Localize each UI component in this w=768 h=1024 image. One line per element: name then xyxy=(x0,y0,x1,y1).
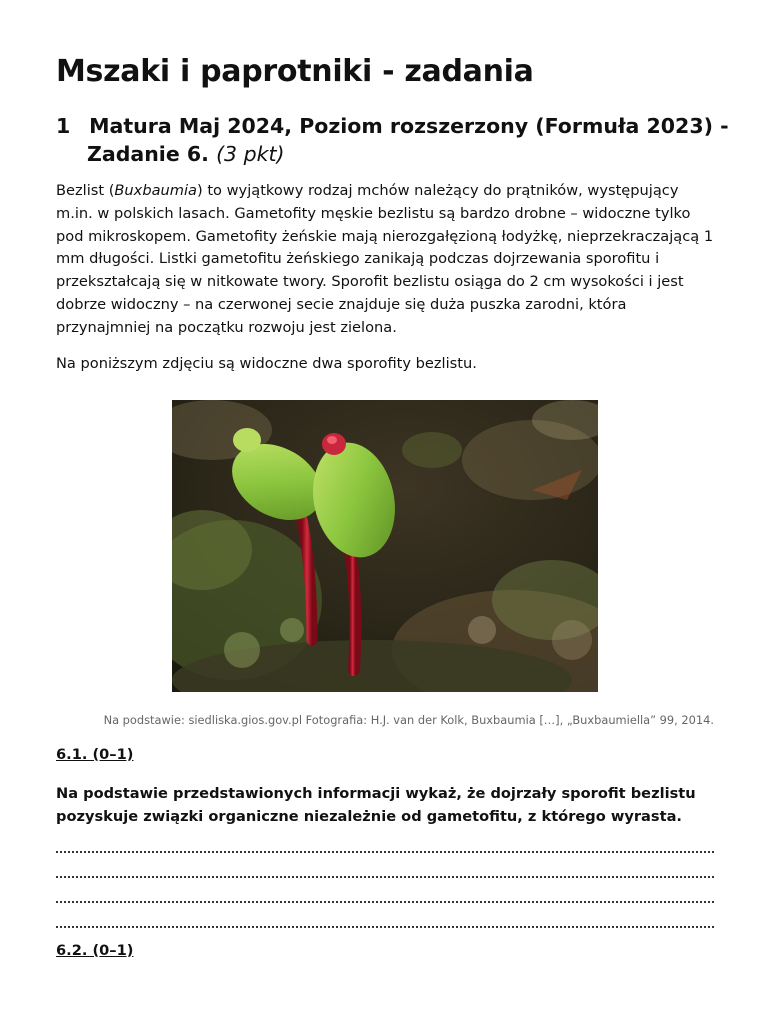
intro-part2: ) to wyjątkowy rodzaj mchów należący do prątników, występujący m.in. w polskich lasach. Gametofity męskie bezlistu są bardzo drobne – widoczne tylko pod mikroskopem. Gametofity żeńskie mają nierozgałęzioną łodyżkę, nieprzekraczającą 1 mm długości. Listki gametofitu żeńskiego zanikają podczas dojrzewania sporofitu i przekształcają się w nitkowate twory. Sporofit bezlistu osiąga do 2 cm wysokości i jest dobrze widoczny – na czerwonej secie znajduje się duża puszka zarodni, która przynajmniej na początku rozwoju jest zielona. xyxy=(56,182,714,336)
task-points: (3 pkt) xyxy=(216,142,285,166)
task-heading xyxy=(56,112,736,168)
task-heading-line1: Matura Maj 2024, Poziom rozszerzony (Formuła 2023) - xyxy=(89,114,729,138)
answer-line[interactable] xyxy=(56,926,714,928)
page-title: Mszaki i paprotniki - zadania xyxy=(56,54,534,89)
task-heading-line2-wrap xyxy=(56,140,736,168)
answer-line[interactable] xyxy=(56,851,714,853)
intro-paragraph xyxy=(56,180,716,340)
answer-line[interactable] xyxy=(56,901,714,903)
buxbaumia-photo xyxy=(172,400,598,692)
task-number: 1 xyxy=(56,114,71,138)
subtask-6-2-label: 6.2. (0–1) xyxy=(56,942,134,959)
subtask-6-1-question: Na podstawie przedstawionych informacji wykaż, że dojrzały sporofit bezlistu pozyskuje związki organiczne niezależnie od gametofitu, z którego wyrasta. xyxy=(56,785,696,825)
intro-part1: Bezlist ( xyxy=(56,182,115,199)
answer-line[interactable] xyxy=(56,876,714,878)
photo-intro: Na poniższym zdjęciu są widoczne dwa sporofity bezlistu. xyxy=(56,355,477,372)
subtask-6-1-label: 6.1. (0–1) xyxy=(56,746,134,763)
species-name: Buxbaumia xyxy=(114,182,197,199)
photo-caption: Na podstawie: siedliska.gios.gov.pl Fotografia: H.J. van der Kolk, Buxbaumia […], „Buxbaumiella” 99, 2014. xyxy=(103,713,714,727)
task-heading-line2: Zadanie 6. xyxy=(87,142,209,166)
